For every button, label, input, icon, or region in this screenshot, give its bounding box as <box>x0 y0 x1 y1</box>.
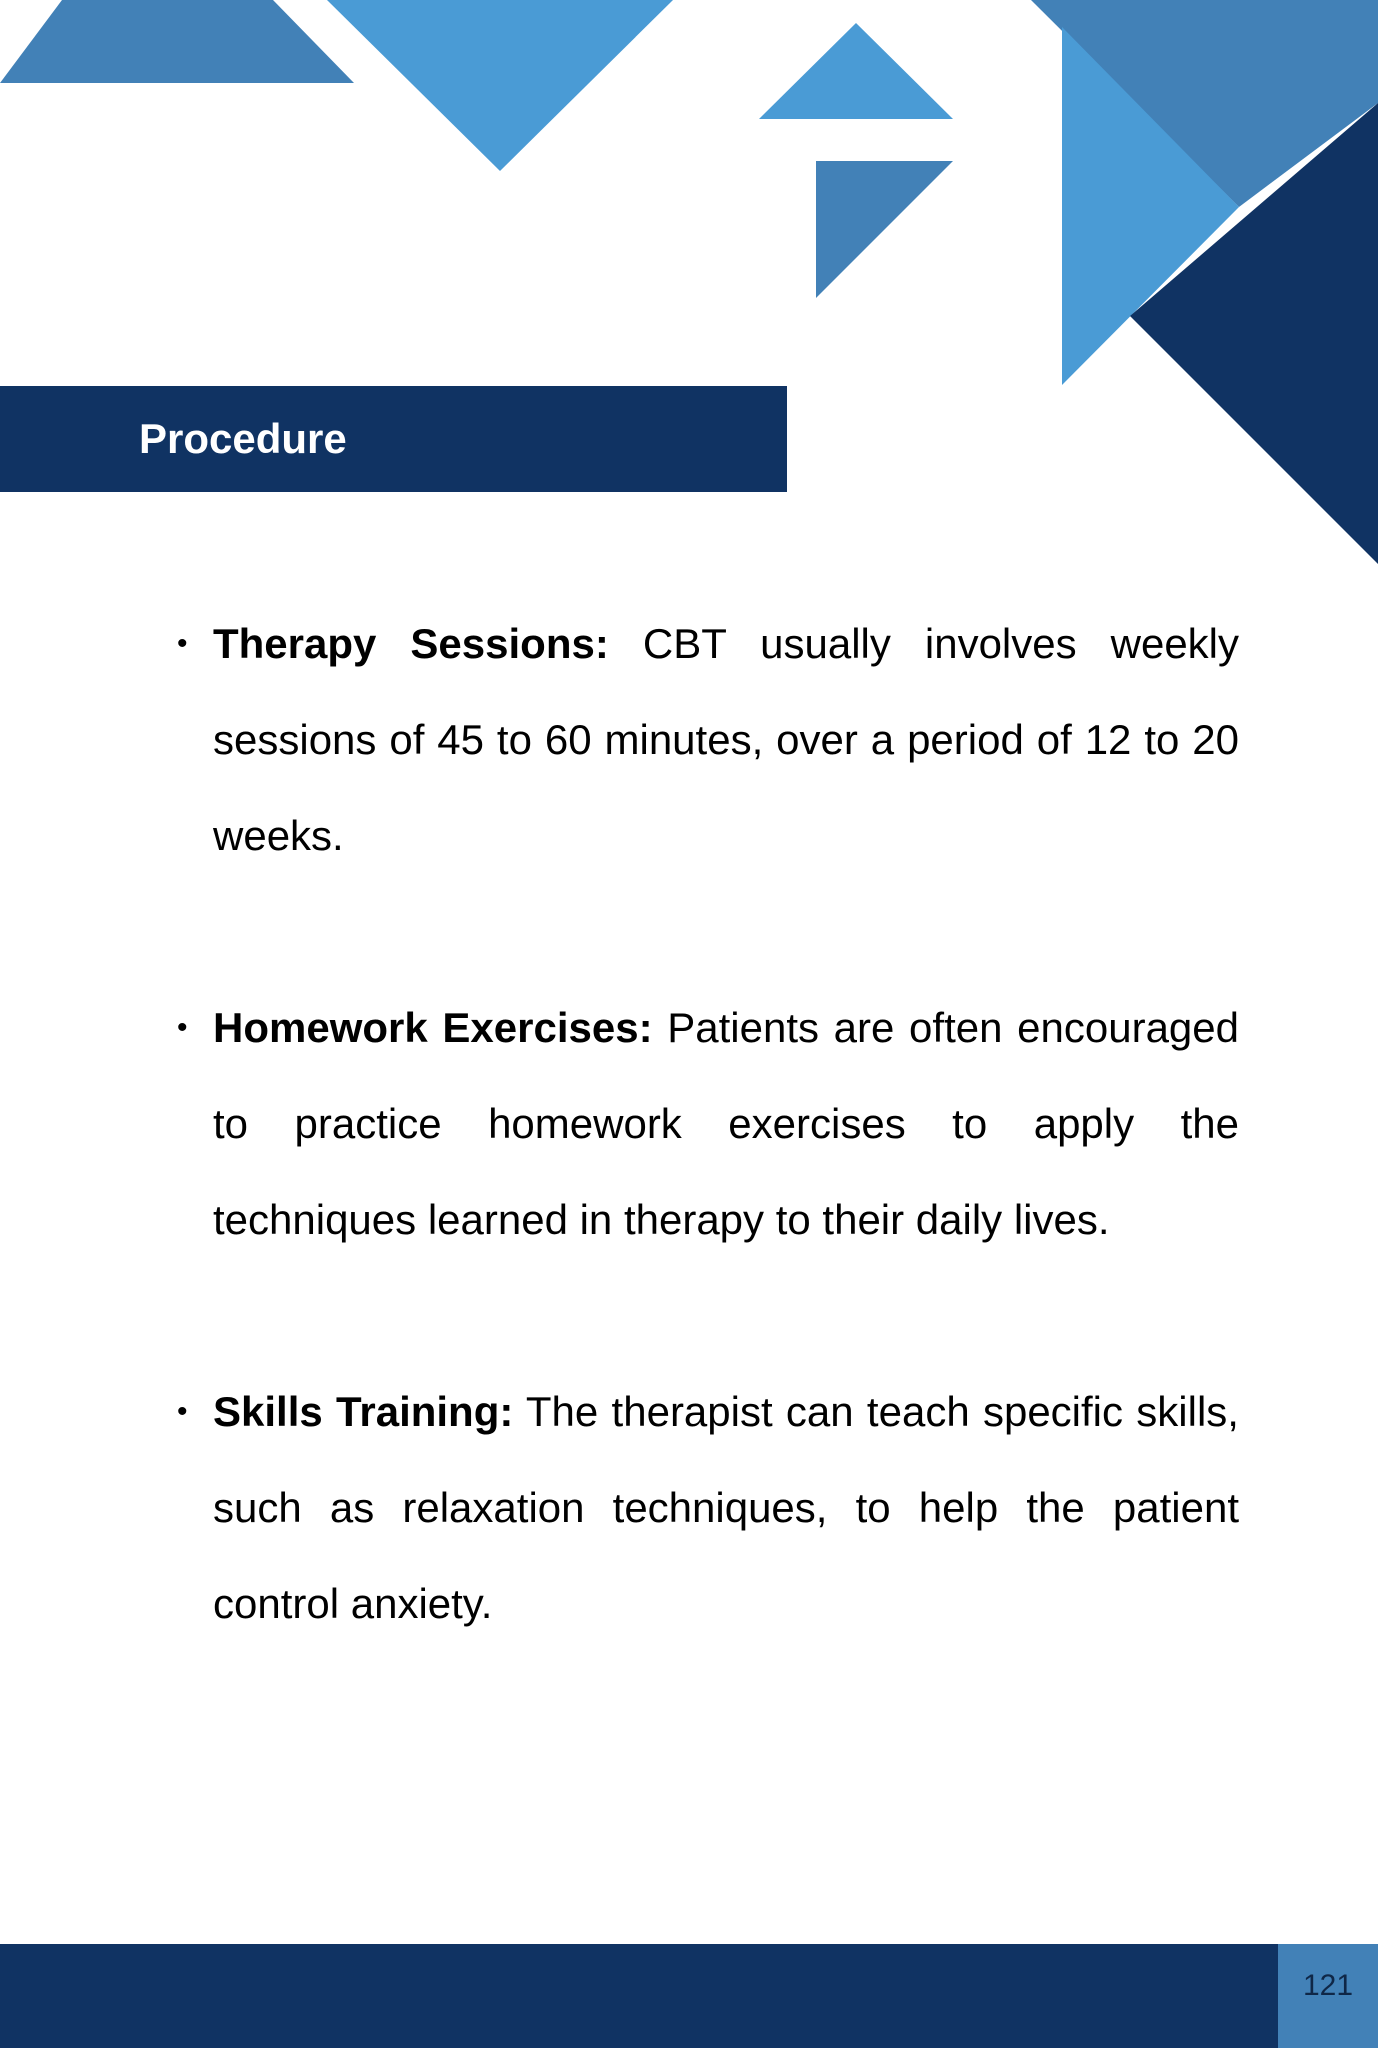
section-title: Procedure <box>139 415 347 462</box>
bullet-dot-icon: • <box>177 1011 188 1044</box>
list-item-skills-training <box>177 1364 1239 1652</box>
bullet-dot-icon: • <box>177 627 188 660</box>
bullet-list <box>177 596 1240 1652</box>
page-number: 121 <box>1302 1969 1354 2002</box>
bullet-text: Patients are often encouraged to practice homework exercises to apply the techniques learned in therapy to their daily lives. <box>213 1004 1240 1243</box>
triangle-top-center <box>327 0 673 171</box>
section-banner <box>0 386 787 492</box>
triangle-top-left <box>0 0 354 83</box>
bullet-dot-icon: • <box>177 1395 188 1428</box>
triangle-small-up <box>759 23 953 119</box>
triangle-right-light <box>1062 27 1239 385</box>
bullet-term: Skills Training: <box>213 1388 514 1435</box>
bullet-term: Homework Exercises: <box>213 1004 653 1051</box>
bullet-term: Therapy Sessions: <box>213 620 609 667</box>
bullet-text: The therapist can teach specific skills, such as relaxation techniques, to help the patient control anxiety. <box>213 1388 1239 1627</box>
bullet-text: CBT usually involves weekly sessions of 45 to 60 minutes, over a period of 12 to 20 weeks. <box>213 620 1240 859</box>
list-item-therapy-sessions <box>177 596 1240 884</box>
triangle-small-down <box>816 161 953 298</box>
page-number-box <box>1278 1944 1378 2048</box>
footer-bar <box>0 1944 1378 2048</box>
triangle-right-steel <box>1031 0 1378 207</box>
list-item-homework-exercises <box>177 980 1240 1268</box>
triangle-right-navy <box>1130 103 1378 564</box>
